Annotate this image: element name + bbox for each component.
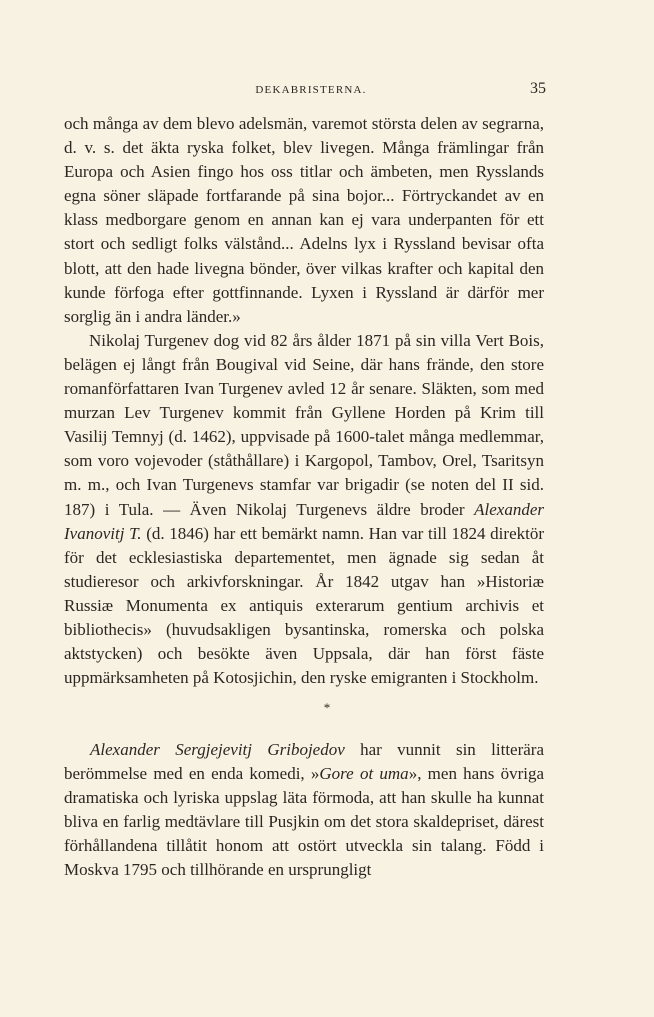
running-head: DEKABRISTERNA. — [255, 84, 367, 96]
paragraph-gribojedov-text: har vunnit sin litterära berömmelse med en enda komedi, » — [64, 740, 545, 784]
paragraph-turgenev — [64, 329, 544, 690]
person-name-gribojedov: Alexander Sergjejevitj Gribojedov — [90, 740, 345, 759]
work-title-italic: Gore ot uma — [319, 764, 409, 784]
paragraph-gribojedov — [64, 738, 544, 883]
paragraph-turgenev-continuation: (d. 1846) har ett bemärkt namn. Han var till 1824 direktör för det ecklesiastiska departementet, men ägnade sig sedan åt studieresor och arkivforskningar. År 1842 utgav han »Historiæ Russiæ Monumenta ex antiquis exterarum gentium archivis et bibliothecis» (huvudsakligen bysantinska, romerska och polska aktstycken) och besökte även Uppsala, där han först fäste uppmärksamheten på Kotosjichin, den ryske emigranten i Stockholm. — [64, 523, 545, 688]
person-name-italic: Alexander Ivanovitj T. — [64, 499, 544, 543]
paragraph-gribojedov-continuation: », men hans övriga dramatiska och lyriska uppslag läta förmoda, att han skulle ha kunnat bliva en farlig medtävlare till Pusjkin om det stora skaldepriset, därest förhållandena tillåtit honom att ostört utveckla sin talang. Född i Moskva 1795 och tillhörande en ursprungligt — [64, 764, 544, 880]
page-header — [76, 78, 546, 102]
section-separator: * — [323, 700, 331, 715]
second-text-block — [64, 738, 544, 883]
paragraph-quote-ending: och många av dem blevo adelsmän, varemot största delen av segrarna, d. v. s. det äkta ryska folket, blev livegen. Många främlingar från Europa och Asien fingo hos oss titlar och ämbeten, men Rysslands egna söner släpade fortfarande på sina bojor... Förtryckandet av en klass medborgare genom en annan kan ej vara underpanten för ett stort och sedligt folks välstånd... Adelns lyx i Ryssland bevisar ofta blott, att den hade livegna bönder, över vilkas krafter och kapital den kunde förfoga efter gottfinnande. Lyxen i Ryssland är därför mer sorglig än i andra länder.» — [64, 114, 544, 326]
main-text-block — [64, 112, 544, 690]
paragraph-turgenev-text: Nikolaj Turgenev dog vid 82 års ålder 1871 på sin villa Vert Bois, belägen ej långt från Bougival vid Seine, där hans frände, den store romanförfattaren Ivan Turgenev avled 12 år senare. Släkten, som med murzan Lev Turgenev kommit från Gyllene Horden på Krim till Vasilij Temnyj (d. 1462), uppvisade på 1600-talet många medlemmar, som voro vojevoder (ståthållare) i Kargopol, Tambov, Orel, Tsaritsyn m. m., och Ivan Turgenevs stamfar var brigadir (se noten del II sid. 187) i Tula. — Även Nikolaj Turgenevs äldre broder — [64, 330, 544, 519]
page-number: 35 — [530, 80, 546, 97]
